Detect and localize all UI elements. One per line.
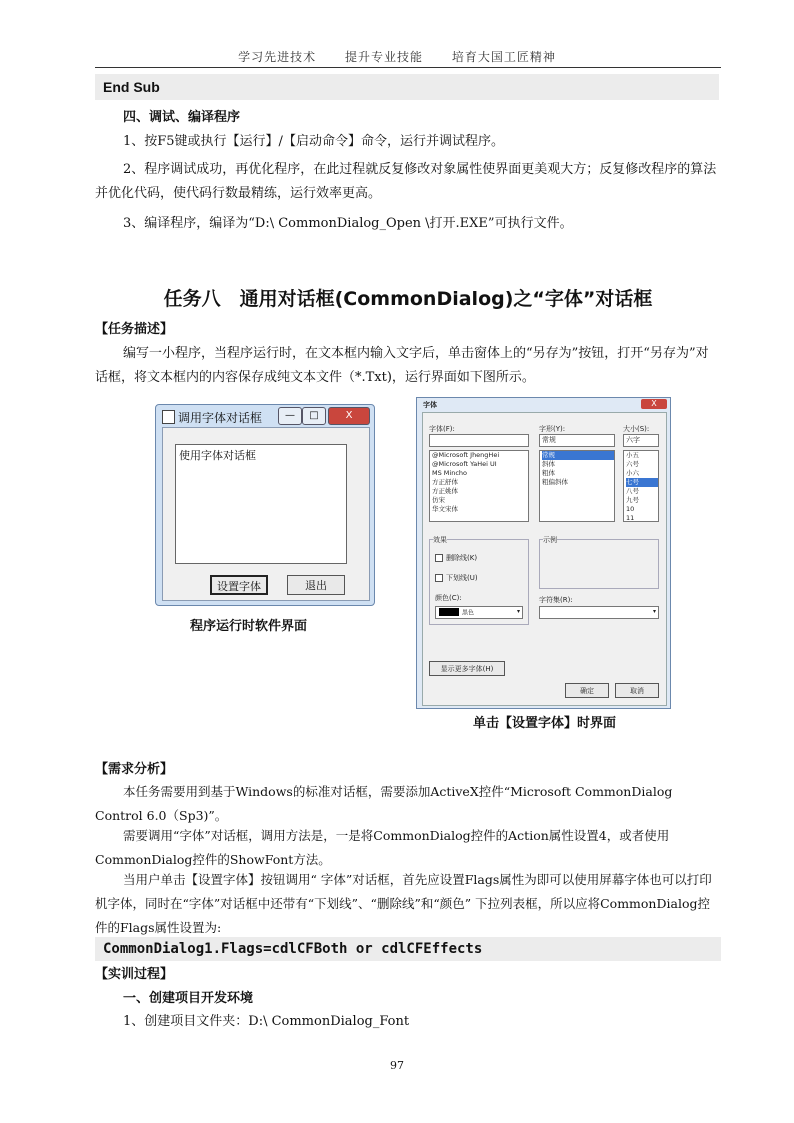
list-item[interactable]: 方正舒体 — [432, 478, 458, 486]
size-input[interactable]: 六字 — [623, 434, 659, 447]
header-item: 提升专业技能 — [344, 50, 423, 64]
style-list[interactable] — [539, 450, 615, 522]
training-subheading: 一、创建项目开发环境 — [123, 991, 254, 1006]
list-item[interactable]: 九号 — [626, 496, 639, 504]
dialog-close-button[interactable]: X — [641, 399, 667, 409]
training-heading: 【实训过程】 — [95, 967, 174, 982]
text-input[interactable]: 使用字体对话框 — [175, 444, 347, 564]
dropdown-arrow-icon: ▾ — [652, 608, 656, 615]
font-label: 字体(F): — [429, 425, 455, 433]
style-input[interactable]: 常规 — [539, 434, 615, 447]
analysis-heading: 【需求分析】 — [95, 762, 174, 777]
effects-label: 效果 — [433, 536, 447, 544]
page-header — [0, 48, 794, 65]
window-client — [162, 427, 370, 601]
header-item: 学习先进技术 — [238, 50, 317, 64]
task-desc-heading: 【任务描述】 — [95, 322, 174, 337]
list-item[interactable]: 斜体 — [542, 460, 555, 468]
list-item[interactable]: 六号 — [626, 460, 639, 468]
caption-window2: 单击【设置字体】时界面 — [473, 716, 617, 731]
list-item[interactable]: 仿宋 — [432, 496, 445, 504]
color-select[interactable]: 黑色 ▾ — [435, 606, 523, 619]
analysis-p3: 当用户单击【设置字体】按钮调用“ 字体”对话框，首先应设置Flags属性为即可以使用屏幕字体也可以打印机字体，同时在“字体”对话框中还带有“下划线”、“删除线”和“颜色” 下拉列表框，所以应将CommonDialog控件的Flags属性设置为: — [95, 872, 712, 935]
app-icon — [162, 410, 175, 424]
dialog-client — [422, 412, 667, 706]
checkbox-icon — [435, 554, 443, 562]
list-item[interactable]: 七号 — [626, 478, 658, 487]
list-item[interactable]: 小五 — [626, 451, 639, 459]
color-label: 颜色(C): — [435, 594, 462, 602]
list-item[interactable]: MS Mincho — [432, 469, 468, 477]
list-item[interactable]: 常规 — [542, 451, 614, 460]
font-list[interactable] — [429, 450, 529, 522]
header-rule — [95, 67, 721, 68]
minimize-button[interactable]: — — [278, 407, 302, 425]
section4-heading: 四、调试、编译程序 — [123, 110, 241, 125]
underline-option[interactable]: 下划线(U) — [435, 573, 478, 583]
sample-group — [539, 539, 659, 589]
strikeout-option[interactable]: 删除线(K) — [435, 553, 477, 563]
sample-label: 示例 — [543, 536, 557, 544]
training-item1: 1、创建项目文件夹：D:\ CommonDialog_Font — [123, 1014, 410, 1029]
list-item[interactable]: 方正姚体 — [432, 487, 458, 495]
cancel-button[interactable]: 取消 — [615, 683, 659, 698]
list-item[interactable]: 粗体 — [542, 469, 555, 477]
font-demo-window — [155, 404, 375, 606]
section4-p3: 3、编译程序，编译为“D:\ CommonDialog_Open \打开.EXE”可执行文件。 — [123, 216, 573, 231]
ok-button[interactable]: 确定 — [565, 683, 609, 698]
dropdown-arrow-icon: ▾ — [516, 608, 520, 615]
set-font-button[interactable]: 设置字体 — [210, 575, 268, 595]
font-dialog — [416, 397, 671, 709]
exit-button[interactable]: 退出 — [287, 575, 345, 595]
task-title: 任务八 通用对话框(CommonDialog)之“字体”对话框 — [163, 288, 653, 310]
style-label: 字形(Y): — [539, 425, 566, 433]
script-label: 字符集(R): — [539, 596, 573, 604]
code-flags: CommonDialog1.Flags=cdlCFBoth or cdlCFEffects — [95, 937, 721, 961]
list-item[interactable]: @Microsoft JhengHei — [432, 451, 500, 459]
font-input[interactable] — [429, 434, 529, 447]
list-item[interactable]: 八号 — [626, 487, 639, 495]
header-item: 培育大国工匠精神 — [451, 50, 556, 64]
maximize-button[interactable]: □ — [302, 407, 326, 425]
task-desc-text: 编写一小程序，当程序运行时，在文本框内输入文字后，单击窗体上的“另存为”按钮，打开“另存为”对话框，将文本框内的内容保存成纯文本文件（*.Txt)，运行界面如下图所示。 — [95, 346, 709, 385]
script-select[interactable] — [539, 606, 659, 619]
list-item[interactable]: 粗偏斜体 — [542, 478, 568, 486]
analysis-p2: 需要调用“字体”对话框，调用方法是，一是将CommonDialog控件的Action属性设置4，或者使用CommonDialog控件的ShowFont方法。 — [95, 828, 670, 867]
analysis-p1: 本任务需要用到基于Windows的标准对话框，需要添加ActiveX控件“Microsoft CommonDialog Control 6.0（Sp3)”。 — [95, 784, 673, 823]
list-item[interactable]: @Microsoft YaHei UI — [432, 460, 497, 468]
close-button[interactable]: X — [328, 407, 370, 425]
section4-p1: 1、按F5键或执行【运行】/【启动命令】命令，运行并调试程序。 — [123, 134, 504, 149]
more-fonts-button[interactable]: 显示更多字体(H) — [429, 661, 505, 676]
section4-p2: 2、程序调试成功，再优化程序，在此过程就反复修改对象属性使界面更美观大方；反复修改程序的算法并优化代码，使代码行数最精练，运行效率更高。 — [95, 162, 717, 201]
size-label: 大小(S): — [623, 425, 650, 433]
list-item[interactable]: 11 — [626, 514, 635, 522]
dialog-title: 字体 — [423, 401, 437, 409]
code-end-sub: End Sub — [95, 74, 719, 100]
list-item[interactable]: 华文宋体 — [432, 505, 458, 513]
caption-window1: 程序运行时软件界面 — [190, 619, 308, 634]
list-item[interactable]: 小六 — [626, 469, 639, 477]
page-number: 97 — [390, 1059, 404, 1072]
checkbox-icon — [435, 574, 443, 582]
list-item[interactable]: 10 — [626, 505, 635, 513]
window-title: 调用字体对话框 — [178, 411, 263, 425]
size-list[interactable] — [623, 450, 659, 522]
